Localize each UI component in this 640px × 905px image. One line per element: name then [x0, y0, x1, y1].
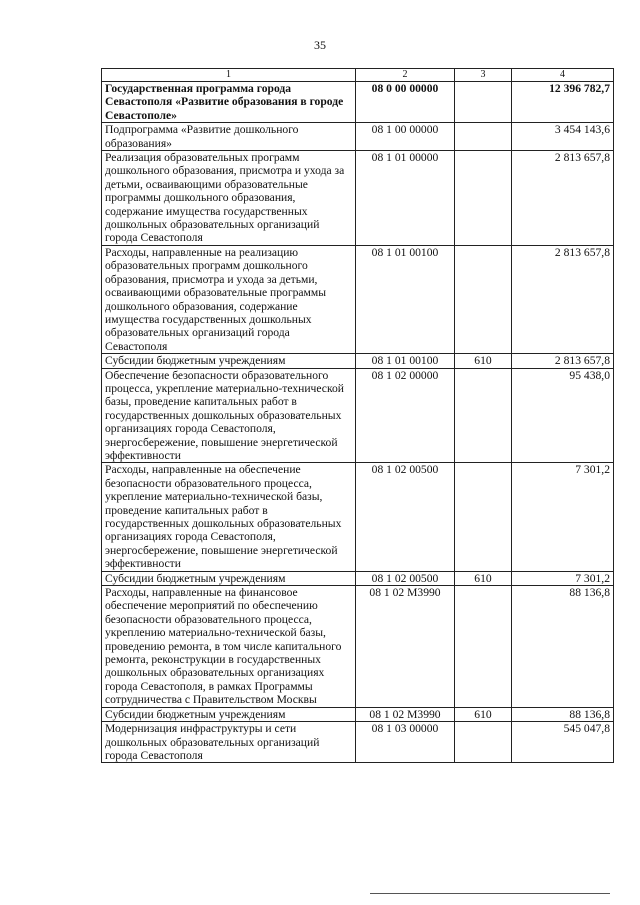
cell-amount: 12 396 782,7 [512, 82, 614, 123]
cell-type [455, 245, 512, 353]
cell-type [455, 368, 512, 463]
cell-name: Субсидии бюджетным учреждениям [102, 354, 356, 368]
page-number: 35 [314, 38, 326, 52]
cell-name: Субсидии бюджетным учреждениям [102, 571, 356, 585]
cell-amount: 2 813 657,8 [512, 354, 614, 368]
cell-type [455, 463, 512, 571]
table-row [102, 151, 614, 246]
cell-code: 08 1 02 00000 [356, 368, 455, 463]
cell-type: 610 [455, 354, 512, 368]
table-header-row [102, 69, 614, 82]
cell-type [455, 82, 512, 123]
table-row [102, 123, 614, 151]
cell-code: 08 1 00 00000 [356, 123, 455, 151]
cell-type [455, 722, 512, 763]
cell-code: 08 1 02 00500 [356, 463, 455, 571]
cell-code: 08 1 01 00100 [356, 245, 455, 353]
cell-amount: 88 136,8 [512, 586, 614, 708]
table-row [102, 586, 614, 708]
cell-code: 08 1 01 00100 [356, 354, 455, 368]
table-row [102, 707, 614, 721]
cell-name: Подпрограмма «Развитие дошкольного образования» [102, 123, 356, 151]
cell-type: 610 [455, 571, 512, 585]
column-header-amount: 4 [512, 69, 614, 82]
cell-name: Модернизация инфраструктуры и сети дошкольных образовательных организаций города Севастополя [102, 722, 356, 763]
cell-amount: 3 454 143,6 [512, 123, 614, 151]
cell-code: 08 1 02 00500 [356, 571, 455, 585]
cell-code: 08 1 02 М3990 [356, 707, 455, 721]
cell-amount: 2 813 657,8 [512, 151, 614, 246]
table-row [102, 463, 614, 571]
column-header-type: 3 [455, 69, 512, 82]
table-row [102, 245, 614, 353]
budget-table [101, 68, 614, 763]
cell-name: Субсидии бюджетным учреждениям [102, 707, 356, 721]
table-row [102, 82, 614, 123]
table-row [102, 571, 614, 585]
cell-code: 08 1 01 00000 [356, 151, 455, 246]
cell-amount: 88 136,8 [512, 707, 614, 721]
cell-amount: 2 813 657,8 [512, 245, 614, 353]
table-row [102, 722, 614, 763]
cell-amount: 545 047,8 [512, 722, 614, 763]
cell-name: Расходы, направленные на реализацию образовательных программ дошкольного образования, присмотра и ухода за детьми, осваивающими образовательные программы дошкольного образования, содержание имущества государственных дошкольных образовательных организаций города Севастополя [102, 245, 356, 353]
table-row [102, 354, 614, 368]
cell-type [455, 151, 512, 246]
cell-name: Реализация образовательных программ дошкольного образования, присмотра и ухода за детьми, осваивающими образовательные программы дошкольного образования, содержание имущества государственных дошкольных образовательных организаций города Севастополя [102, 151, 356, 246]
cell-amount: 7 301,2 [512, 463, 614, 571]
cell-amount: 7 301,2 [512, 571, 614, 585]
divider-line [370, 893, 610, 894]
cell-type: 610 [455, 707, 512, 721]
cell-name: Обеспечение безопасности образовательного процесса, укрепление материально-технической базы, проведение капитальных работ в государственных дошкольных образовательных организациях города Севастополя, энергосбережение, повышение энергетической эффективности [102, 368, 356, 463]
column-header-code: 2 [356, 69, 455, 82]
cell-amount: 95 438,0 [512, 368, 614, 463]
cell-name: Государственная программа города Севастополя «Развитие образования в городе Севастополе» [102, 82, 356, 123]
column-header-name: 1 [102, 69, 356, 82]
table-body [102, 82, 614, 763]
cell-name: Расходы, направленные на финансовое обеспечение мероприятий по обеспечению безопасности образовательного процесса, укреплению материально-технической базы, проведению ремонта, в том числе капитального ремонта, реконструкции в государственных дошкольных образовательных организациях города Севастополя, в рамках Программы сотрудничества с Правительством Москвы [102, 586, 356, 708]
cell-name: Расходы, направленные на обеспечение безопасности образовательного процесса, укрепление материально-технической базы, проведение капитальных работ в государственных дошкольных образовательных организациях города Севастополя, энергосбережение, повышение энергетической эффективности [102, 463, 356, 571]
cell-type [455, 123, 512, 151]
cell-type [455, 586, 512, 708]
cell-code: 08 0 00 00000 [356, 82, 455, 123]
cell-code: 08 1 03 00000 [356, 722, 455, 763]
cell-code: 08 1 02 М3990 [356, 586, 455, 708]
table-row [102, 368, 614, 463]
